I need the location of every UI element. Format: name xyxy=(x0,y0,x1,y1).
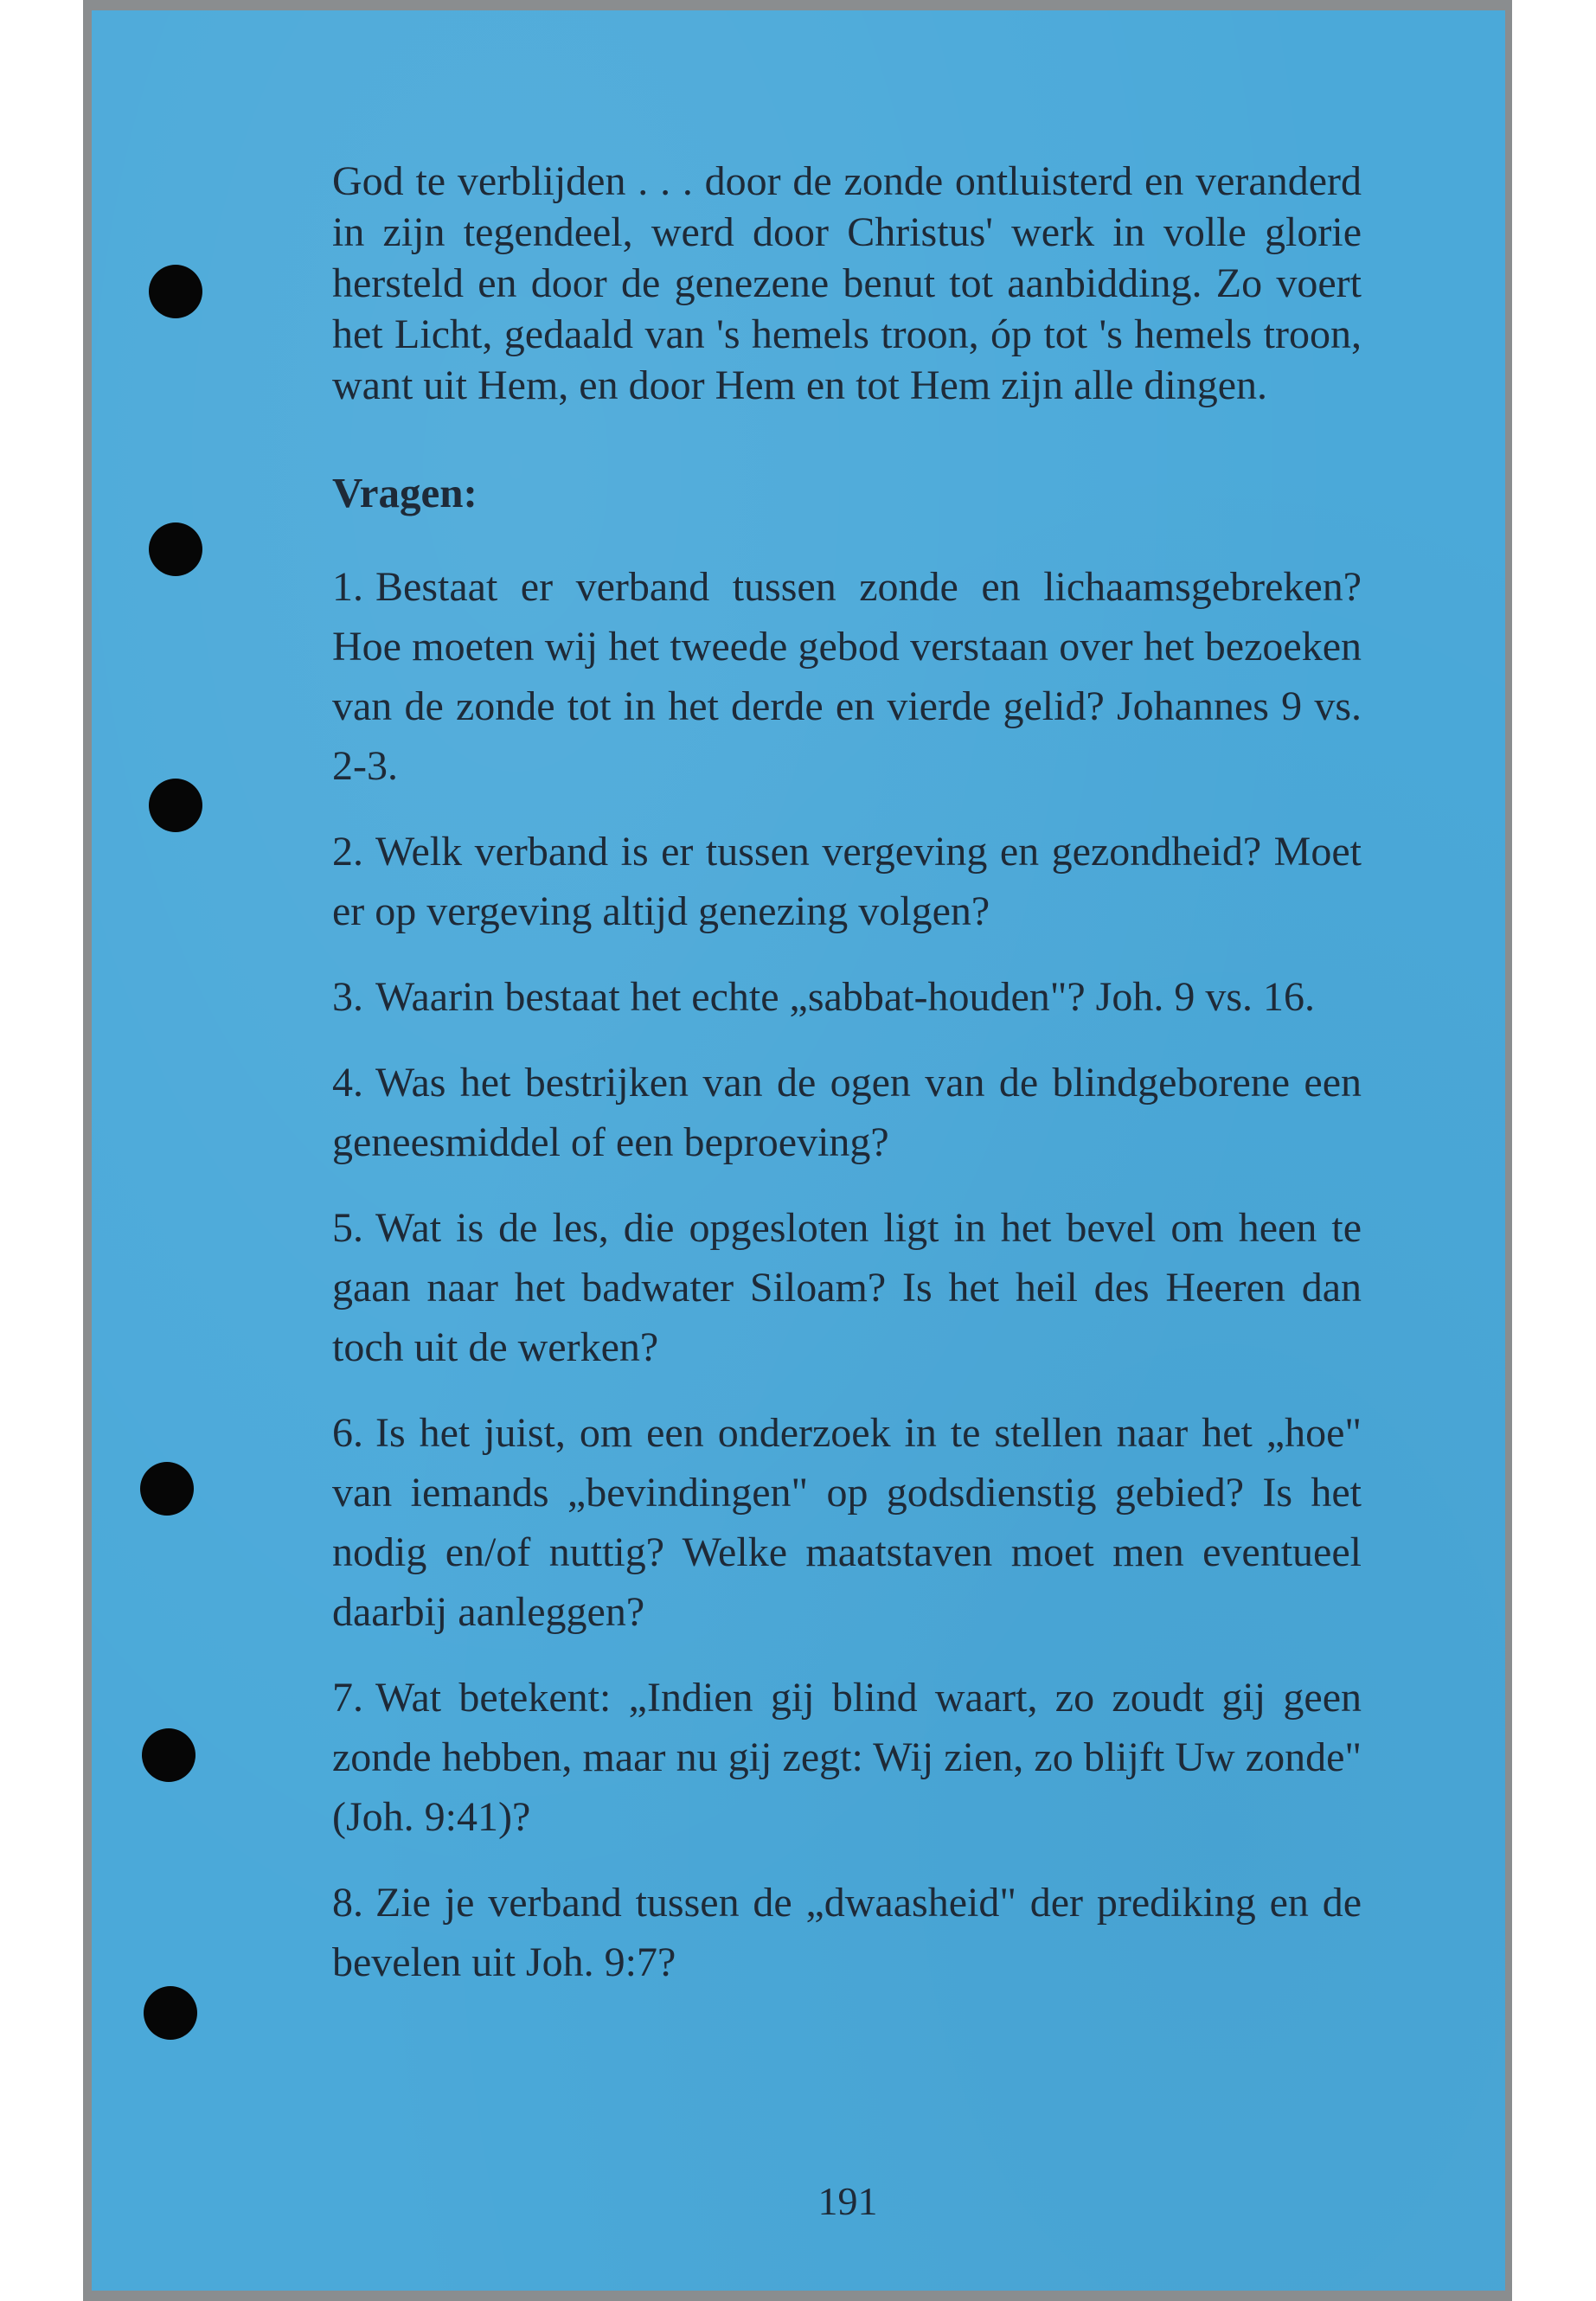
page-number: 191 xyxy=(817,2179,878,2223)
punch-hole xyxy=(149,522,202,576)
question-item xyxy=(332,967,1362,1027)
question-text: Wat betekent: „Indien gij blind waart, zo zoudt gij geen zonde hebben, maar nu gij zegt: Wij zien, zo blijft Uw zonde" (Joh. 9:41)? xyxy=(332,1675,1362,1840)
question-number: 8. xyxy=(332,1880,363,1926)
question-item xyxy=(332,1053,1362,1172)
question-item xyxy=(332,557,1362,796)
punch-hole xyxy=(149,265,202,318)
question-text: Welk verband is er tussen vergeving en gezondheid? Moet er op vergeving altijd genezing volgen? xyxy=(332,829,1362,934)
question-number: 3. xyxy=(332,974,363,1020)
question-item xyxy=(332,1198,1362,1377)
question-item xyxy=(332,822,1362,941)
punch-hole xyxy=(149,779,202,832)
questions-heading: Vragen: xyxy=(332,469,478,516)
question-text: Wat is de les, die opgesloten ligt in het bevel om heen te gaan naar het badwater Siloam? Is het heil des Heeren dan toch uit de werken? xyxy=(332,1205,1362,1370)
question-number: 4. xyxy=(332,1060,363,1106)
question-number: 7. xyxy=(332,1675,363,1721)
punch-hole xyxy=(142,1728,195,1782)
question-number: 2. xyxy=(332,829,363,875)
question-text: Was het bestrijken van de ogen van de blindgeborene een geneesmiddel of een beproeving? xyxy=(332,1060,1362,1165)
page-text xyxy=(332,156,1362,2018)
question-text: Waarin bestaat het echte „sabbat-houden"? Joh. 9 vs. 16. xyxy=(375,974,1316,1020)
punch-hole xyxy=(140,1462,194,1516)
punch-hole xyxy=(144,1986,197,2040)
question-item xyxy=(332,1668,1362,1847)
question-number: 5. xyxy=(332,1205,363,1251)
question-item xyxy=(332,1873,1362,1992)
question-text: Zie je verband tussen de „dwaasheid" der prediking en de bevelen uit Joh. 9:7? xyxy=(332,1880,1362,1985)
question-number: 6. xyxy=(332,1410,363,1456)
question-text: Is het juist, om een onderzoek in te stellen naar het „hoe" van iemands „bevindingen" op godsdienstig gebied? Is het nodig en/of nuttig? Welke maatstaven moet men eventueel daarbij aanleggen? xyxy=(332,1410,1362,1635)
question-item xyxy=(332,1403,1362,1642)
intro-paragraph: God te verblijden . . . door de zonde ontluisterd en veranderd in zijn tegendeel, werd door Christus' werk in volle glorie hersteld en door de genezene benut tot aanbidding. Zo voert het Licht, gedaald van 's hemels troon, óp tot 's hemels troon, want uit Hem, en door Hem en tot Hem zijn alle dingen. xyxy=(332,158,1362,408)
question-text: Bestaat er verband tussen zonde en lichaamsgebreken? Hoe moeten wij het tweede gebod verstaan over het bezoeken van de zonde tot in het derde en vierde gelid? Johannes 9 vs. 2-3. xyxy=(332,564,1362,789)
questions-list xyxy=(332,557,1362,1992)
question-number: 1. xyxy=(332,564,363,610)
